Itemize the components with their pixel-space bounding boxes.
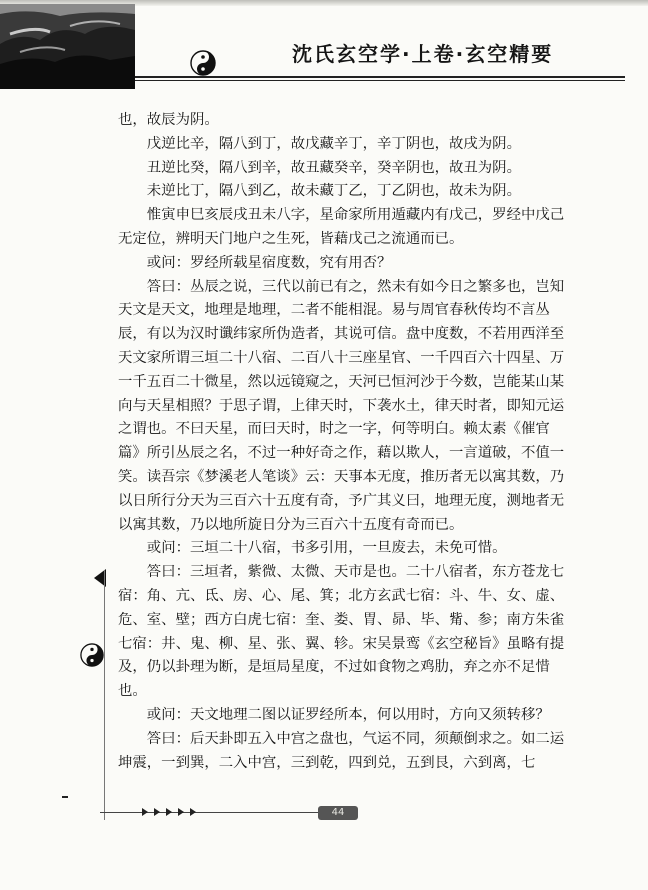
footer-rule <box>100 812 318 813</box>
paragraph: 也，故辰为阴。 <box>118 112 219 128</box>
yin-yang-icon <box>80 643 104 667</box>
page-number: 44 <box>318 806 358 820</box>
header-rule-thin <box>135 80 625 81</box>
question-paragraph: 或问：三垣二十八宿，书多引用，一旦废去，未免可惜。 <box>146 540 507 557</box>
paragraph: 丑逆比癸，隔八到辛，故丑藏癸辛，癸辛阴也，故丑为阴。 <box>146 159 521 176</box>
answer-paragraph: 答曰：三垣者，紫微、太微、天市是也。二十八宿者，东方苍龙七宿：角、亢、氐、房、心、尾、箕；北方玄武七宿：斗、牛、女、虚、危、室、壁；西方白虎七宿：奎、娄、胃、昴、毕、觜、参；南方朱雀七宿：井、鬼、柳、星、张、翼、轸。宋吴景鸾《玄空秘旨》虽略有提及，仍以卦理为断，是垣局星度，不过如食物之鸡肋，弃之亦不足惜也。 <box>118 564 565 700</box>
running-header-title: 沈氏玄空学·上卷·玄空精要 <box>292 42 554 66</box>
question-paragraph: 或问：罗经所载星宿度数，究有用否？ <box>146 254 392 271</box>
question-paragraph: 或问：天文地理二图以证罗经所本，何以用时，方向又须转移？ <box>146 706 550 723</box>
paragraph: 戊逆比辛，隔八到丁，故戊藏辛丁，辛丁阴也，故戌为阴。 <box>146 135 521 152</box>
paragraph: 未逆比丁，隔八到乙，故未藏丁乙，丁乙阴也，故未为阴。 <box>146 183 521 200</box>
body-text <box>118 109 566 775</box>
footer-arrow-icon <box>140 805 200 819</box>
yin-yang-icon <box>190 50 216 76</box>
paragraph: 惟寅申巳亥辰戌丑未八字，星命家所用遁藏内有戊己，罗经中戊己无定位，辨明天门地户之生死，皆藉戊己之流通而已。 <box>118 207 565 247</box>
footer-mark <box>62 796 68 798</box>
answer-paragraph: 答曰：丛辰之说，三代以前已有之，然未有如今日之繁多也，岂知天文是天文，地理是地理，二者不能相混。易与周官春秋传均不言丛辰，有以为汉时谶纬家所伪造者，其说可信。盘中度数，不若用西洋至天文家所谓三垣二十八宿、二百八十三座星官、一千四百六十四星、万一千五百二十微星，然以远镜窥之，天河已恒河沙于今数，岂能某山某向与天星相照？于思子谓，上律天时，下袭水土，律天时者，即知元运之谓也。不曰天星，而曰天时，时之一字，何等明白。赖太素《催官篇》所引丛辰之名，不过一种好奇之作，藉以欺人，一言道破，不值一笑。读吾宗《梦溪老人笔谈》云：天事本无度，推历者无以寓其数，乃以日所行分天为三百六十五度有奇，予广其义曰，地理无度，测地者无以寓其数，乃以地所旋日分为三百六十五度有奇而已。 <box>118 278 565 533</box>
margin-rule <box>104 570 105 820</box>
answer-paragraph: 答曰：后天卦即五入中宫之盘也，气运不同，须颠倒求之。如二运坤震，一到巽，二入中宫，三到乾，四到兑，五到艮，六到离，七 <box>118 730 565 771</box>
header-decoration-image <box>0 4 135 89</box>
header-rule <box>135 76 625 78</box>
